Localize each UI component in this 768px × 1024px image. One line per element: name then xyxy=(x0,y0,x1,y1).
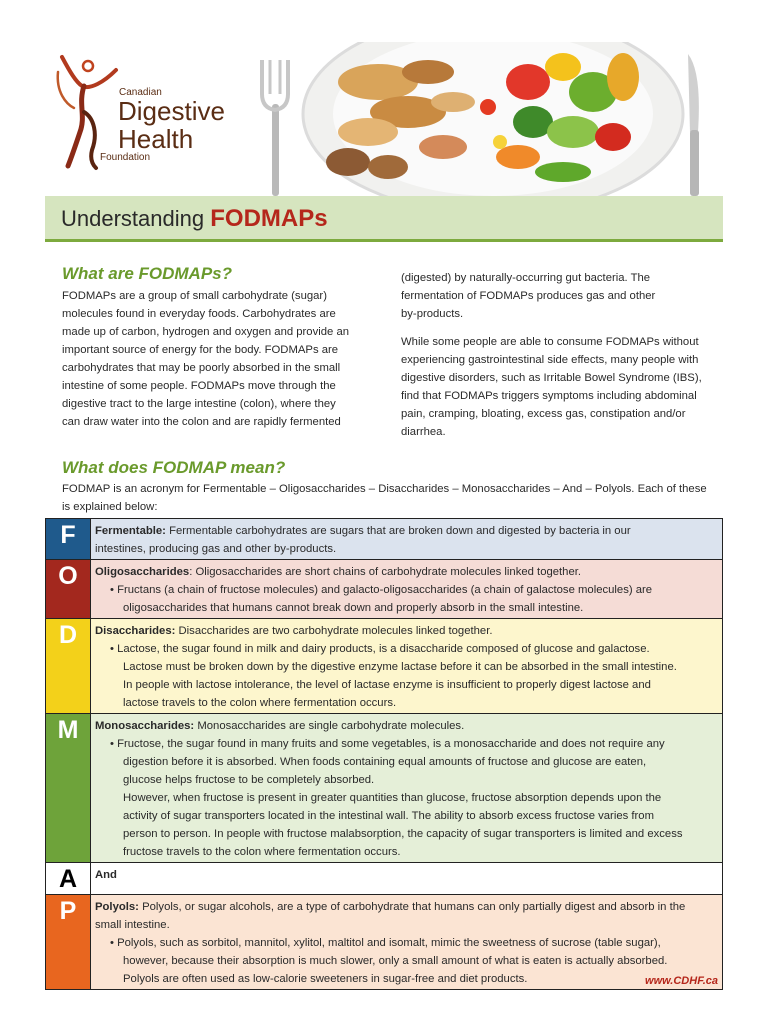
fodmap-table xyxy=(45,518,723,990)
paragraph-line: carbohydrates that may be poorly absorbed in the small xyxy=(62,362,341,374)
title-highlight: FODMAPs xyxy=(210,205,328,232)
logo-health-text: Health xyxy=(118,124,194,154)
fodmap-definition-continued: intestines, producing gas and other by-products. xyxy=(95,543,337,555)
paragraph-line: is explained below: xyxy=(62,501,158,513)
what-are-fodmaps-right-paragraph-1 xyxy=(401,269,731,323)
fodmap-letter: M xyxy=(46,714,91,862)
paragraph-line: intestine of some people. FODMAPs move through the xyxy=(62,380,336,392)
paragraph-line: important source of energy for the body. FODMAPs are xyxy=(62,344,339,356)
fodmap-row-p xyxy=(46,895,722,989)
fodmap-letter: D xyxy=(46,619,91,713)
footer-website-url[interactable]: www.CDHF.ca xyxy=(645,975,718,987)
fodmap-bullet-line: oligosaccharides that humans cannot break down and properly absorb in the small intestine. xyxy=(123,602,584,614)
fodmap-term: And xyxy=(95,869,117,881)
logo-foundation-text: Foundation xyxy=(100,152,151,163)
page-title xyxy=(61,205,328,233)
fodmap-bullet-line: however, because their absorption is much slower, only a small amount of what is eaten is actually absorbed. xyxy=(123,955,668,967)
section-heading-what-are-fodmaps: What are FODMAPs? xyxy=(62,264,233,283)
title-prefix: Understanding xyxy=(61,206,205,231)
logo-digestive-text: Digestive xyxy=(118,96,225,126)
fodmap-acronym-intro xyxy=(62,480,732,516)
paragraph-line: can draw water into the colon and are rapidly fermented xyxy=(62,416,341,428)
fodmap-letter: P xyxy=(46,895,91,989)
paragraph-line: digestive disorders, such as Irritable Bowel Syndrome (IBS), xyxy=(401,372,702,384)
fodmap-row-m xyxy=(46,714,722,863)
cdhf-logo xyxy=(52,52,232,172)
logo-canadian-text: Canadian xyxy=(119,87,162,98)
fodmap-term: Monosaccharides: xyxy=(95,720,195,732)
fodmap-term: Fermentable: xyxy=(95,525,166,537)
paragraph-line: (digested) by naturally-occurring gut bacteria. The xyxy=(401,272,651,284)
fodmap-definition-cell xyxy=(91,714,722,862)
paragraph-line: While some people are able to consume FODMAPs without xyxy=(401,336,699,348)
paragraph-line: diarrhea. xyxy=(401,426,446,438)
fodmap-bullet: • Fructans (a chain of fructose molecules) and galacto-oligosaccharides (a chain of galactose molecules) are xyxy=(110,584,653,596)
fork-icon xyxy=(262,60,288,196)
fodmap-definition-cell xyxy=(91,519,722,559)
fodmap-letter: O xyxy=(46,560,91,618)
fodmap-bullet: • Polyols, such as sorbitol, mannitol, xylitol, maltitol and isomalt, mimic the sweetness of sucrose (table sugar), xyxy=(110,937,661,949)
fodmap-bullet-line: person to person. In people with fructose malabsorption, the capacity of sugar transporters is limited and excess xyxy=(123,828,683,840)
fodmap-row-a xyxy=(46,863,722,895)
paragraph-line: fermentation of FODMAPs produces gas and other xyxy=(401,290,656,302)
fodmap-bullet-line: However, when fructose is present in greater quantities than glucose, fructose absorption depends upon the xyxy=(123,792,662,804)
fodmap-definition: Polyols, or sugar alcohols, are a type of carbohydrate that humans can only partially digest and absorb in the xyxy=(138,901,686,913)
fodmap-definition-continued: small intestine. xyxy=(95,919,170,931)
fodmap-definition-cell xyxy=(91,560,722,618)
paragraph-line: experiencing gastrointestinal side effects, many people with xyxy=(401,354,699,366)
fodmap-row-d xyxy=(46,619,722,714)
paragraph-line: by-products. xyxy=(401,308,464,320)
paragraph-line: find that FODMAPs triggers symptoms including abdominal xyxy=(401,390,697,402)
fodmap-bullet: • Lactose, the sugar found in milk and dairy products, is a disaccharide composed of glucose and galactose. xyxy=(110,643,650,655)
title-band xyxy=(45,196,723,242)
fodmap-definition: Monosaccharides are single carbohydrate molecules. xyxy=(194,720,465,732)
fodmap-bullet-line: digestion before it is absorbed. When foods containing equal amounts of fructose and glucose are eaten, xyxy=(123,756,647,768)
fodmap-row-f xyxy=(46,519,722,560)
fodmap-bullet-line: lactose travels to the colon where fermentation occurs. xyxy=(123,697,397,709)
fodmap-term: Oligosaccharides xyxy=(95,566,190,578)
what-are-fodmaps-right-paragraph-2 xyxy=(401,333,731,441)
paragraph-line: FODMAPs are a group of small carbohydrate (sugar) xyxy=(62,290,327,302)
fodmap-bullet-line: In people with lactose intolerance, the level of lactase enzyme is insufficient to properly digest lactose and xyxy=(123,679,651,691)
fodmap-definition-cell xyxy=(91,895,722,989)
page-header xyxy=(0,0,768,196)
fodmap-definition-cell xyxy=(91,863,722,894)
fodmap-definition: : Oligosaccharides are short chains of carbohydrate molecules linked together. xyxy=(189,566,582,578)
what-are-fodmaps-left-column xyxy=(62,287,382,431)
section-heading-what-does-fodmap-mean: What does FODMAP mean? xyxy=(62,458,286,477)
paragraph-line: made up of carbon, hydrogen and oxygen and provide an xyxy=(62,326,350,338)
fodmap-bullet-line: Lactose must be broken down by the digestive enzyme lactase before it can be absorbed in the small intestine. xyxy=(123,661,677,673)
paragraph-line: FODMAP is an acronym for Fermentable – Oligosaccharides – Disaccharides – Monosaccharides – And – Polyols. Each of these xyxy=(62,483,707,495)
fodmap-bullet-line: glucose helps fructose to be completely absorbed. xyxy=(123,774,375,786)
fodmap-definition-cell xyxy=(91,619,722,713)
fodmap-bullet: • Fructose, the sugar found in many fruits and some vegetables, is a monosaccharide and does not require any xyxy=(110,738,665,750)
fodmap-letter: F xyxy=(46,519,91,559)
fodmap-letter: A xyxy=(46,863,91,894)
fodmap-term: Polyols: xyxy=(95,901,139,913)
paragraph-line: molecules found in everyday foods. Carbohydrates are xyxy=(62,308,336,320)
paragraph-line: pain, cramping, bloating, excess gas, constipation and/or xyxy=(401,408,686,420)
fodmap-row-o xyxy=(46,560,722,619)
knife-icon xyxy=(688,54,699,196)
fodmap-bullet-line: activity of sugar transporters located in the intestinal wall. The ability to absorb excess fructose varies from xyxy=(123,810,654,822)
fodmap-definition: Fermentable carbohydrates are sugars that are broken down and digested by bacteria in our xyxy=(165,525,631,537)
fodmap-term: Disaccharides: xyxy=(95,625,176,637)
food-plate-illustration xyxy=(228,42,768,196)
fodmap-bullet-line: Polyols are often used as low-calorie sweeteners in sugar-free and diet products. xyxy=(123,973,528,985)
fodmap-bullet-line: fructose travels to the colon where fermentation occurs. xyxy=(123,846,401,858)
fodmap-definition: Disaccharides are two carbohydrate molecules linked together. xyxy=(175,625,493,637)
paragraph-line: digestive tract to the large intestine (colon), where they xyxy=(62,398,336,410)
